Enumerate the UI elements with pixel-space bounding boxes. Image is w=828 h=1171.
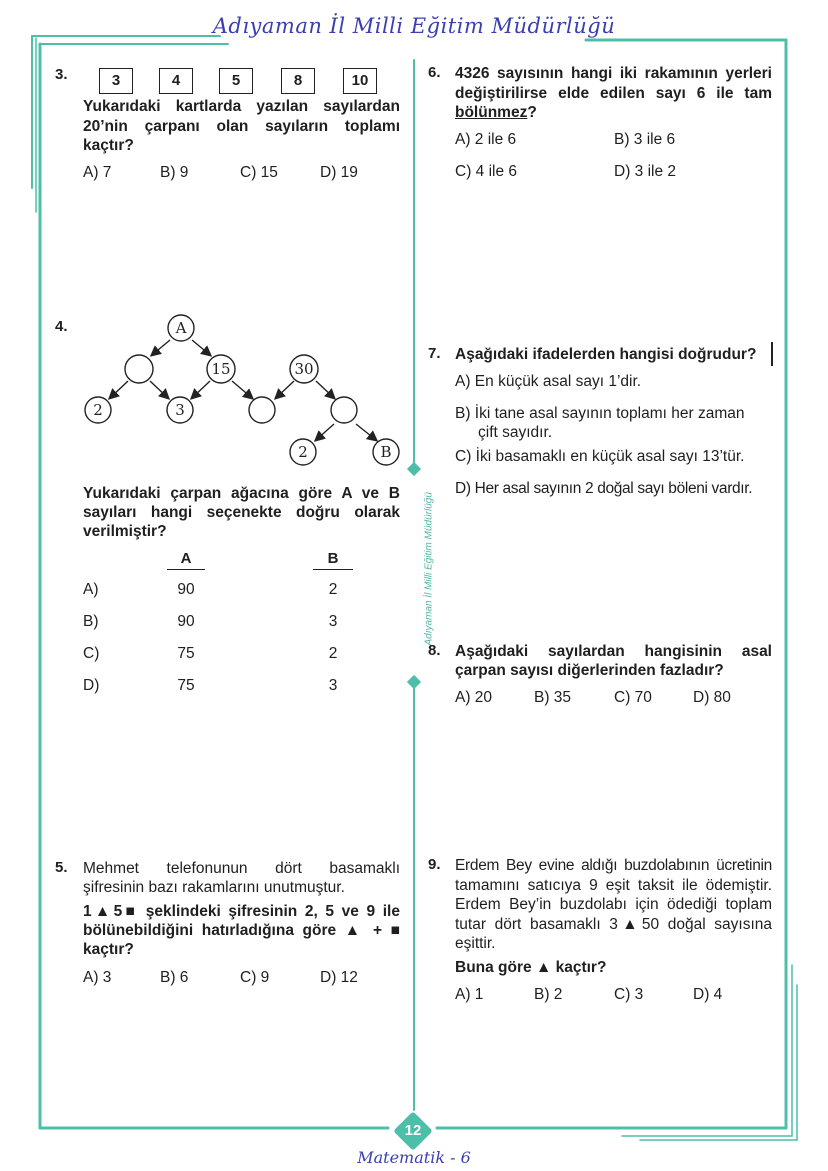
option-c[interactable]: C) İki basamaklı en küçük asal sayı 13’tür. bbox=[455, 448, 745, 465]
question-text: tutar dört basamaklı 3▲50 doğal sayısına bbox=[455, 916, 772, 933]
option-d[interactable]: D) 19 bbox=[320, 164, 358, 181]
option-d[interactable]: D) 80 bbox=[693, 689, 731, 706]
question-text: Aşağıdaki sayılardan hangisinin asal bbox=[455, 643, 772, 660]
question-text: verilmiştir? bbox=[83, 523, 167, 540]
option-c[interactable]: C) bbox=[83, 645, 100, 662]
question-text: kaçtır? bbox=[83, 941, 134, 958]
column-header-a: A bbox=[167, 550, 205, 570]
option-d[interactable]: D) 3 ile 2 bbox=[614, 163, 677, 180]
tree-node bbox=[331, 397, 357, 423]
question-text: eşittir. bbox=[455, 935, 496, 952]
option-a[interactable]: A) 1 bbox=[455, 986, 484, 1003]
page-number-badge bbox=[399, 1117, 427, 1145]
question-text: Aşağıdaki ifadelerden hangisi doğrudur? bbox=[455, 346, 757, 363]
question-number: 6. bbox=[428, 64, 441, 81]
question-text: kaçtır? bbox=[83, 137, 134, 154]
footer-subject: Matematik - 6 bbox=[357, 1148, 471, 1167]
option-value-a: 90 bbox=[177, 613, 195, 630]
option-a[interactable]: A) 7 bbox=[83, 164, 112, 181]
option-b[interactable]: B) 9 bbox=[160, 164, 189, 181]
option-b[interactable]: B) 35 bbox=[534, 689, 572, 706]
question-text: tamamını satıcıya 9 eşit taksit ile ödemiştir. bbox=[455, 877, 772, 894]
option-d[interactable]: D) 12 bbox=[320, 969, 358, 986]
tree-label-a: A bbox=[175, 319, 187, 337]
header-title: Adıyaman İl Milli Eğitim Müdürlüğü bbox=[212, 14, 616, 38]
option-c[interactable]: C) 4 ile 6 bbox=[455, 163, 518, 180]
question-number: 9. bbox=[428, 856, 441, 873]
option-d[interactable]: D) 4 bbox=[693, 986, 723, 1003]
question-text: Erdem Bey evine aldığı buzdolabının ücretinin bbox=[455, 857, 772, 874]
question-text: Yukarıdaki kartlarda yazılan sayılardan bbox=[83, 98, 400, 115]
option-c[interactable]: C) 15 bbox=[240, 164, 278, 181]
option-c[interactable]: C) 3 bbox=[614, 986, 644, 1003]
option-value-b: 2 bbox=[328, 645, 338, 662]
question-number: 8. bbox=[428, 642, 441, 659]
tree-label-2: 2 bbox=[298, 443, 308, 461]
option-value-a: 75 bbox=[177, 677, 195, 694]
option-a[interactable]: A) bbox=[83, 581, 99, 598]
number-card: 4 bbox=[159, 68, 193, 94]
tree-node bbox=[125, 355, 153, 383]
number-card: 5 bbox=[219, 68, 253, 94]
column-header-b: B bbox=[313, 550, 353, 570]
option-c[interactable]: C) 9 bbox=[240, 969, 270, 986]
question-text: çarpan sayısı diğerlerinden fazladır? bbox=[455, 662, 724, 679]
question-text: Erdem Bey’in buzdolabı için ödediği toplam bbox=[455, 896, 772, 913]
question-number: 4. bbox=[55, 318, 68, 335]
question-number: 3. bbox=[55, 66, 68, 83]
question-text: 1▲5■ şeklindeki şifresinin 2, 5 ve 9 ile bbox=[83, 903, 400, 920]
question-text: bölünmez? bbox=[455, 104, 537, 121]
emphasis-word: bölünmez bbox=[455, 104, 528, 121]
option-b[interactable]: B) bbox=[83, 613, 99, 630]
number-card: 3 bbox=[99, 68, 133, 94]
option-b[interactable]: B) İki tane asal sayının toplamı her zaman bbox=[455, 405, 745, 422]
option-d[interactable]: D) Her asal sayının 2 doğal sayı böleni vardır. bbox=[455, 480, 753, 497]
question-text: 20’nin çarpanı olan sayıların toplamı bbox=[83, 118, 400, 135]
option-b[interactable]: B) 3 ile 6 bbox=[614, 131, 676, 148]
option-a[interactable]: A) En küçük asal sayı 1’dir. bbox=[455, 373, 642, 390]
tree-label-3: 3 bbox=[175, 401, 185, 419]
option-a[interactable]: A) 2 ile 6 bbox=[455, 131, 517, 148]
question-text: değiştirilirse elde edilen sayı 6 ile tam bbox=[455, 85, 772, 102]
tree-label-b: B bbox=[380, 443, 392, 461]
option-d[interactable]: D) bbox=[83, 677, 100, 694]
option-value-b: 3 bbox=[328, 613, 338, 630]
question-text: şifresinin bazı rakamlarını unutmuştur. bbox=[83, 879, 345, 896]
number-card: 10 bbox=[343, 68, 377, 94]
question-text: Buna göre ▲ kaçtır? bbox=[455, 959, 607, 976]
option-value-b: 3 bbox=[328, 677, 338, 694]
option-value-a: 90 bbox=[177, 581, 195, 598]
option-b-continued: çift sayıdır. bbox=[478, 424, 553, 441]
tree-label-15: 15 bbox=[211, 360, 231, 378]
page-number: 12 bbox=[404, 1122, 422, 1139]
question-text: Mehmet telefonunun dört basamaklı bbox=[83, 860, 400, 877]
option-a[interactable]: A) 3 bbox=[83, 969, 112, 986]
option-value-a: 75 bbox=[177, 645, 195, 662]
option-a[interactable]: A) 20 bbox=[455, 689, 493, 706]
text-cursor bbox=[771, 342, 773, 366]
question-number: 7. bbox=[428, 345, 441, 362]
tree-label-2: 2 bbox=[93, 401, 103, 419]
tree-node bbox=[249, 397, 275, 423]
question-text: sayıları hangi seçenekte doğru olarak bbox=[83, 504, 400, 521]
watermark: Adıyaman İl Milli Eğitim Müdürlüğü bbox=[423, 492, 435, 646]
question-text: Yukarıdaki çarpan ağacına göre A ve B bbox=[83, 485, 400, 502]
number-card: 8 bbox=[281, 68, 315, 94]
question-number: 5. bbox=[55, 859, 68, 876]
option-value-b: 2 bbox=[328, 581, 338, 598]
tree-label-30: 30 bbox=[294, 360, 314, 378]
question-text: bölünebildiğini hatırladığına göre ▲ + ■ bbox=[83, 922, 400, 939]
option-b[interactable]: B) 2 bbox=[534, 986, 563, 1003]
question-text: 4326 sayısının hangi iki rakamının yerleri bbox=[455, 65, 772, 82]
option-b[interactable]: B) 6 bbox=[160, 969, 189, 986]
option-c[interactable]: C) 70 bbox=[614, 689, 652, 706]
